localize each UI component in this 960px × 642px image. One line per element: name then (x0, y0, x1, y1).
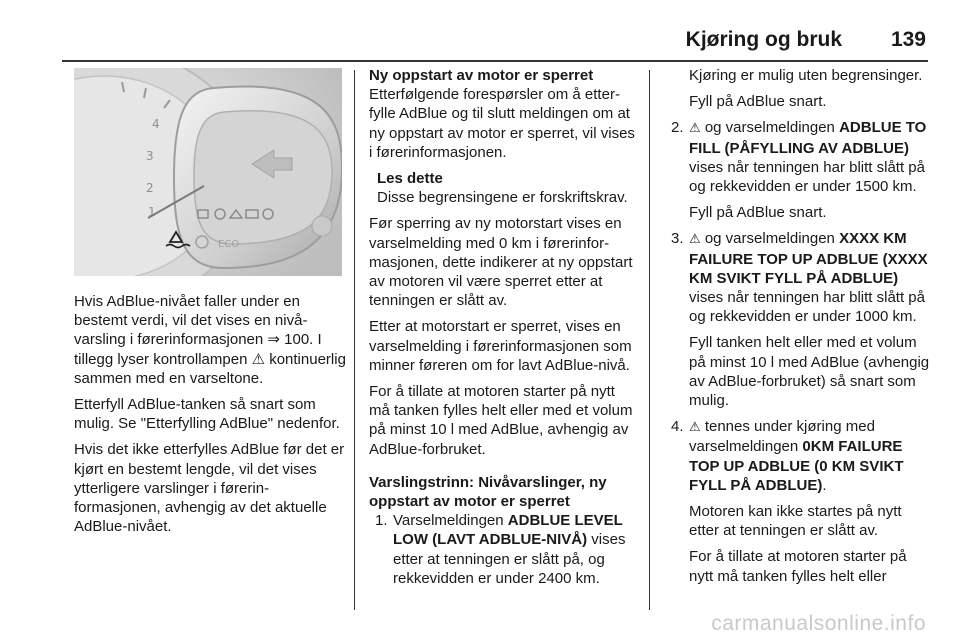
list-item: 2. ⚠ og varselmeldingen ADBLUE TO FILL (PÅFYLLING AV ADBLUE) vises når tenningen har blitt slått på og rekkevidden er under 1500 km. Fyll på AdBlue snart. (665, 118, 931, 222)
paragraph: For å tillate at motoren starter på nytt må tanken fylles helt eller med et volum på minst 10 l med AdBlue, avhengig av AdBlue-forbruket. (369, 383, 633, 458)
page-header (62, 26, 928, 56)
list-number: 3. (671, 230, 684, 248)
instrument-cluster-figure (74, 68, 342, 276)
paragraph: Fyll på AdBlue snart. (689, 204, 827, 222)
paragraph: Etter at motorstart er sperret, vises en varselmelding i førerinformasjonen som minner føreren om for lavt AdBlue-nivå. (369, 318, 632, 374)
left-column (74, 292, 346, 543)
dial-number: 2 (146, 181, 154, 195)
levels-heading: Varslingstrinn: Nivåvarslinger, ny oppstart av motor er sperret (369, 473, 607, 511)
paragraph: Fyll tanken helt eller med et volum på minst 10 l med AdBlue (avhengig av AdBlue-forbruket) så snart som mulig. (689, 334, 930, 410)
paragraph: Hvis det ikke etterfylles AdBlue før det er kjørt en bestemt lengde, vil det vises ytterligere varslinger i førerinformasjonen, avhengig av det aktuelle AdBlue-nivået. (74, 441, 345, 536)
paragraph: Fyll på AdBlue snart. (689, 93, 827, 111)
list-number: 2. (671, 119, 684, 137)
list-item: 4. ⚠ tennes under kjøring med varselmeldingen 0KM FAILURE TOP UP ADBLUE (0 KM SVIKT FYLL PÅ ADBLUE). Motoren kan ikke startes på nytt etter at tenningen er slått av. For å tillate at motoren starter på nytt må tanken fylles helt eller (665, 417, 931, 586)
middle-column (369, 66, 637, 588)
right-column (665, 66, 931, 593)
dial-number: 4 (152, 117, 160, 131)
page-number: 139 (890, 28, 926, 51)
dial-number: 1 (148, 205, 156, 219)
message-text: XXXX KM FAILURE TOP UP ADBLUE (XXXX KM SVIKT FYLL PÅ ADBLUE) (689, 230, 928, 287)
column-divider (354, 70, 355, 610)
watermark: carmanualsonline.info (711, 612, 926, 635)
paragraph: Hvis AdBlue-nivået faller under en bestemt verdi, vil det vises en nivåvarsling i førerinformasjonen ⇒ 100. I tillegg lyser kontrollampen ⚠ kontinuerlig sammen med en varseltone. (74, 293, 346, 387)
adblue-warning-icon: ⚠ (689, 121, 701, 137)
header-rule (62, 60, 928, 62)
list-number: 1. (375, 512, 388, 530)
note-title: Les dette (377, 170, 443, 188)
list-number: 4. (671, 418, 684, 436)
paragraph: Etterfyll AdBlue-tanken så snart som mulig. Se "Etterfylling AdBlue" nedenfor. (74, 396, 340, 433)
page-title: Kjøring og bruk (685, 28, 842, 51)
column-divider (649, 70, 650, 610)
note-box (369, 169, 637, 207)
section-heading: Ny oppstart av motor er sperret (369, 67, 594, 84)
cluster-illustration (74, 68, 342, 276)
message-text: ADBLUE LEVEL LOW (LAVT ADBLUE-NIVÅ) (393, 512, 623, 549)
paragraph: Etterfølgende forespørsler om å etterfylle AdBlue og til slutt meldingen om at ny oppstart av motor er sperret, vil vises i førerinformasjonen. (369, 86, 635, 161)
adblue-warning-icon: ⚠ (689, 232, 701, 248)
message-text: 0KM FAILURE TOP UP ADBLUE (0 KM SVIKT FYLL PÅ ADBLUE) (689, 438, 904, 494)
paragraph: For å tillate at motoren starter på nytt må tanken fylles helt eller (689, 548, 907, 585)
list-item: 1. Varselmeldingen ADBLUE LEVEL LOW (LAVT ADBLUE-NIVÅ) vises etter at tenningen er slått på, og rekkevidden er under 2400 km. (375, 512, 626, 587)
dial-number: 3 (146, 149, 154, 163)
note-text: Disse begrensingene er forskriftskrav. (377, 189, 628, 207)
eco-label: ECO (218, 239, 240, 250)
adblue-warning-icon: ⚠ (689, 420, 701, 436)
list-item: 3. ⚠ og varselmeldingen XXXX KM FAILURE TOP UP ADBLUE (XXXX KM SVIKT FYLL PÅ ADBLUE) vises når tenningen har blitt slått på og rekkevidden er under 1000 km. Fyll tanken helt eller med et volum på minst 10 l med AdBlue (avhengig av AdBlue-forbruket) så snart som mulig. (671, 230, 930, 410)
paragraph: Før sperring av ny motorstart vises en varselmelding med 0 km i førerinformasjonen, dette indikerer at ny oppstart av motoren vil være sperret etter at tenningen er slått av. (369, 215, 633, 310)
paragraph: Kjøring er mulig uten begrensinger. (689, 67, 923, 84)
paragraph: Motoren kan ikke startes på nytt etter at tenningen er slått av. (689, 503, 902, 540)
message-text: ADBLUE TO FILL (PÅFYLLING AV ADBLUE) (689, 119, 927, 157)
